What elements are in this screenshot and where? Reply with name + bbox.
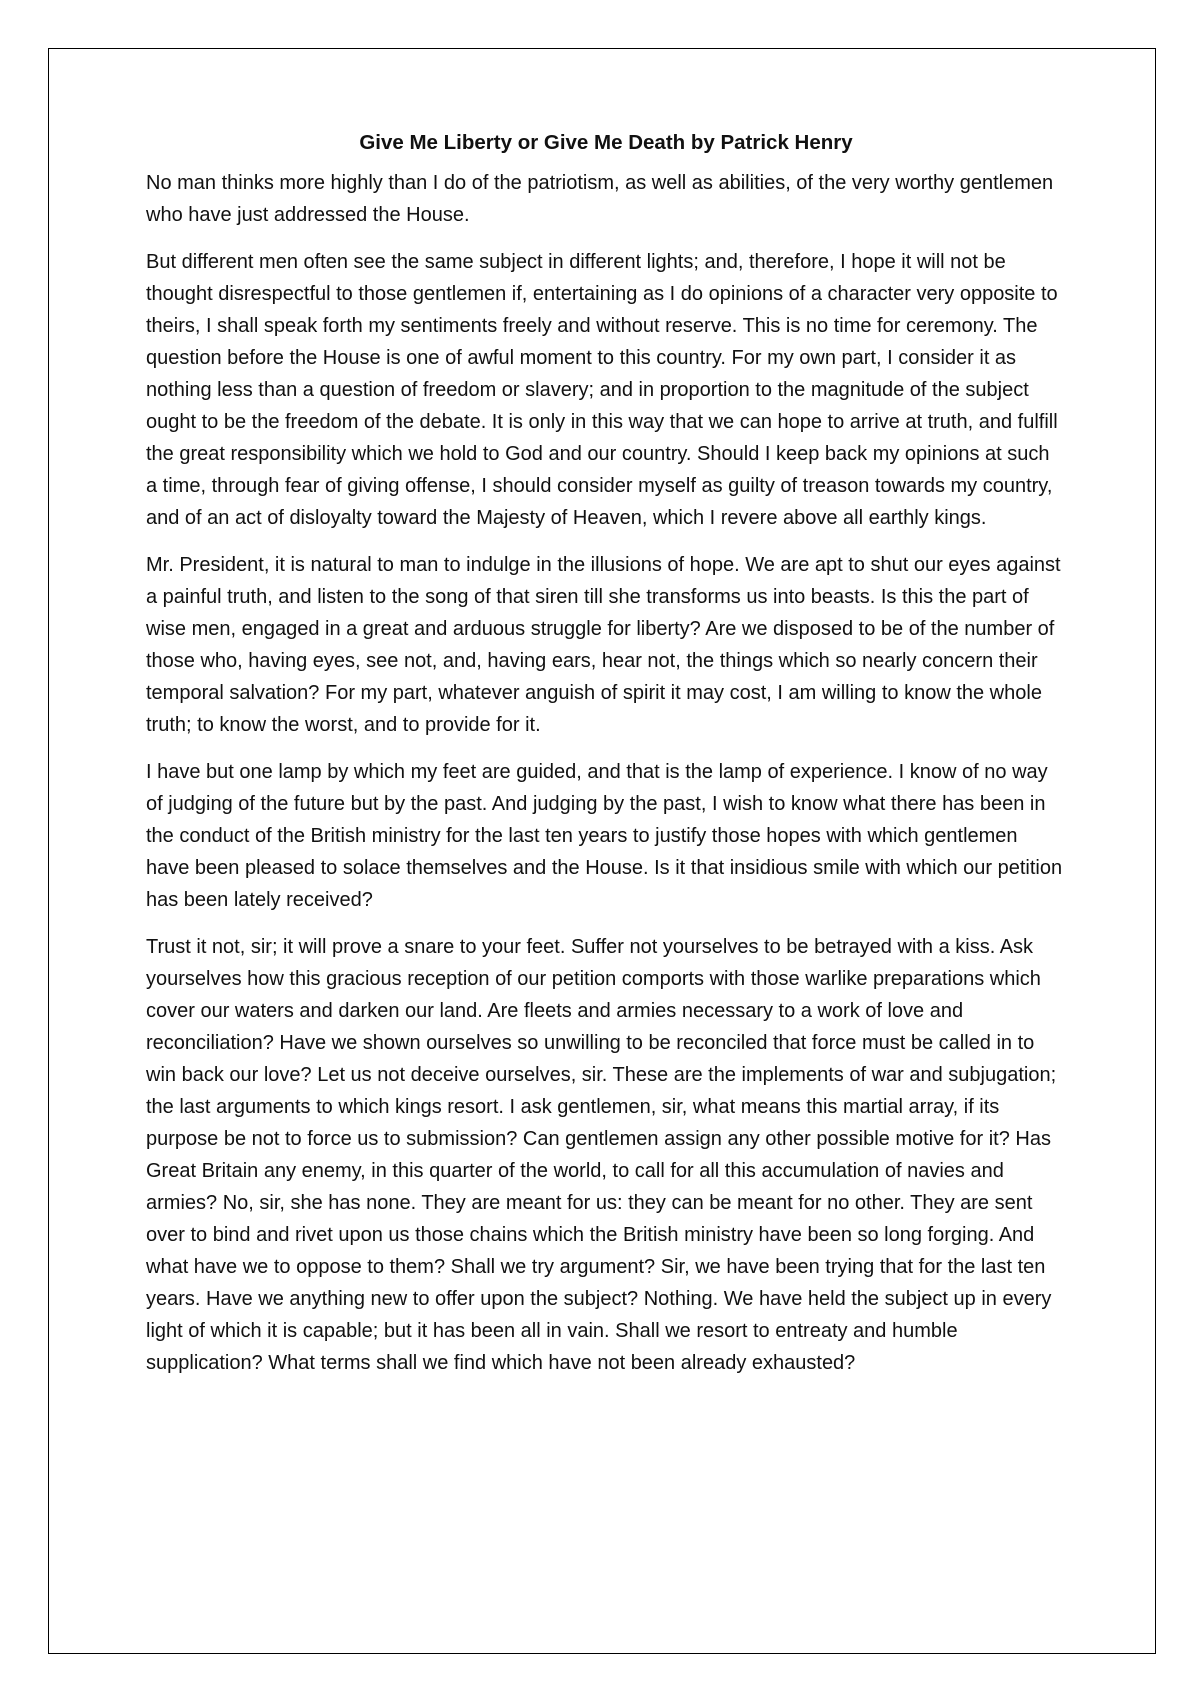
document-title: Give Me Liberty or Give Me Death by Patrick Henry	[359, 131, 853, 154]
paragraph-5: Trust it not, sir; it will prove a snare to your feet. Suffer not yourselves to be betrayed with a kiss. Ask yourselves how this gracious reception of our petition comports with those warlike preparations which cover our waters and darken our land. Are fleets and armies necessary to a work of love and reconciliation? Have we shown ourselves so unwilling to be reconciled that force must be called in to win back our love? Let us not deceive ourselves, sir. These are the implements of war and subjugation; the last arguments to which kings resort. I ask gentlemen, sir, what means this martial array, if its purpose be not to force us to submission? Can gentlemen assign any other possible motive for it? Has Great Britain any enemy, in this quarter of the world, to call for all this accumulation of navies and armies? No, sir, she has none. They are meant for us: they can be meant for no other. They are sent over to bind and rivet upon us those chains which the British ministry have been so long forging. And what have we to oppose to them? Shall we try argument? Sir, we have been trying that for the last ten years. Have we anything new to offer upon the subject? Nothing. We have held the subject up in every light of which it is capable; but it has been all in vain. Shall we resort to entreaty and humble supplication? What terms shall we find which have not been already exhausted?	[146, 936, 1057, 1374]
paragraph-3: Mr. President, it is natural to man to indulge in the illusions of hope. We are apt to shut our eyes against a painful truth, and listen to the song of that siren till she transforms us into beasts. Is this the part of wise men, engaged in a great and arduous struggle for liberty? Are we disposed to be of the number of those who, having eyes, see not, and, having ears, hear not, the things which so nearly concern their temporal salvation? For my part, whatever anguish of spirit it may cost, I am willing to know the whole truth; to know the worst, and to provide for it.	[146, 554, 1061, 736]
paragraph-1: No man thinks more highly than I do of the patriotism, as well as abilities, of the very worthy gentlemen who have just addressed the House.	[146, 172, 1054, 226]
paragraph-4: I have but one lamp by which my feet are guided, and that is the lamp of experience. I know of no way of judging of the future but by the past. And judging by the past, I wish to know what there has been in the conduct of the British ministry for the last ten years to justify those hopes with which gentlemen have been pleased to solace themselves and the House. Is it that insidious smile with which our petition has been lately received?	[146, 761, 1063, 911]
document-body	[146, 129, 1066, 1394]
paragraph-2: But different men often see the same subject in different lights; and, therefore, I hope it will not be thought disrespectful to those gentlemen if, entertaining as I do opinions of a character very opposite to theirs, I shall speak forth my sentiments freely and without reserve. This is no time for ceremony. The question before the House is one of awful moment to this country. For my own part, I consider it as nothing less than a question of freedom or slavery; and in proportion to the magnitude of the subject ought to be the freedom of the debate. It is only in this way that we can hope to arrive at truth, and fulfill the great responsibility which we hold to God and our country. Should I keep back my opinions at such a time, through fear of giving offense, I should consider myself as guilty of treason towards my country, and of an act of disloyalty toward the Majesty of Heaven, which I revere above all earthly kings.	[146, 251, 1058, 529]
